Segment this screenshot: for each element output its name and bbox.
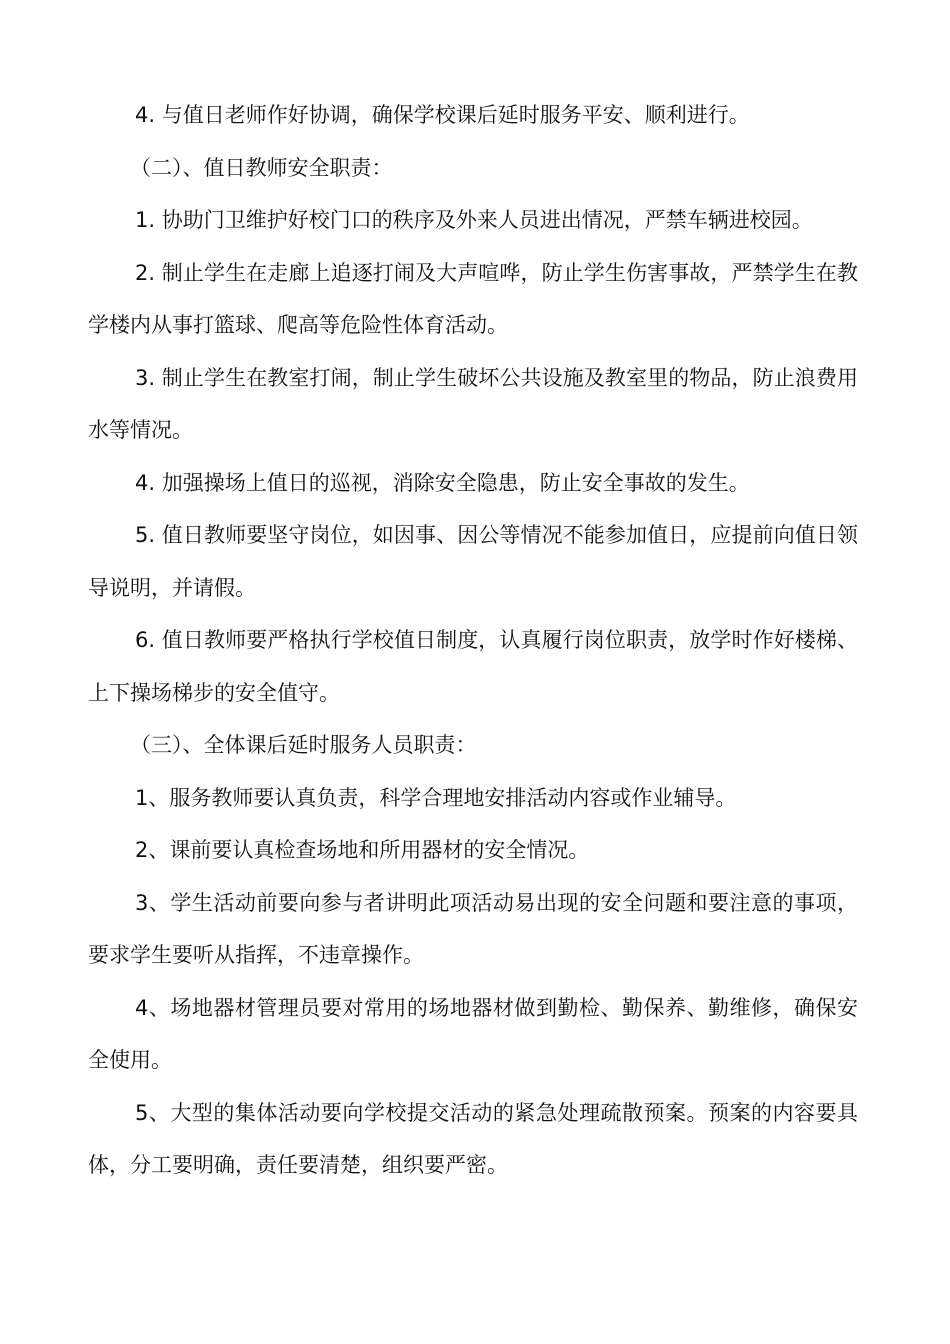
paragraph-staff-briefing: 3、学生活动前要向参与者讲明此项活动易出现的安全问题和要注意的事项，要求学生要听从指挥，不违章操作。 bbox=[88, 890, 858, 967]
paragraph-duty-gate: 1. 协助门卫维护好校门口的秩序及外来人员进出情况，严禁车辆进校园。 bbox=[135, 208, 813, 232]
paragraph-coordination: 4. 与值日老师作好协调，确保学校课后延时服务平安、顺利进行。 bbox=[135, 103, 750, 127]
paragraph-staff-inspection: 2、课前要认真检查场地和所用器材的安全情况。 bbox=[135, 838, 590, 862]
paragraph-duty-playground: 4. 加强操场上值日的巡视，消除安全隐患，防止安全事故的发生。 bbox=[135, 470, 750, 495]
paragraph-staff-evacuation: 5、大型的集体活动要向学校提交活动的紧急处理疏散预案。预案的内容要具体，分工要明确，责任要清楚，组织要严密。 bbox=[88, 1100, 858, 1177]
section-heading-all-staff: （三）、全体课后延时服务人员职责： bbox=[130, 733, 477, 757]
paragraph-duty-corridor: 2. 制止学生在走廊上追逐打闹及大声喧哗，防止学生伤害事故，严禁学生在教学楼内从事打篮球、爬高等危险性体育活动。 bbox=[88, 260, 858, 337]
section-heading-duty-teacher: （二）、值日教师安全职责： bbox=[130, 155, 393, 180]
paragraph-staff-equipment: 4、场地器材管理员要对常用的场地器材做到勤检、勤保养、勤维修，确保安全使用。 bbox=[88, 995, 858, 1072]
paragraph-duty-system: 6. 值日教师要严格执行学校值日制度，认真履行岗位职责，放学时作好楼梯、上下操场梯步的安全值守。 bbox=[88, 628, 858, 705]
paragraph-duty-classroom: 3. 制止学生在教室打闹，制止学生破坏公共设施及教室里的物品，防止浪费用水等情况。 bbox=[88, 365, 858, 442]
paragraph-duty-post: 5. 值日教师要坚守岗位，如因事、因公等情况不能参加值日，应提前向值日领导说明，并请假。 bbox=[88, 523, 858, 600]
document-body bbox=[88, 89, 858, 1192]
paragraph-staff-responsible: 1、服务教师要认真负责，科学合理地安排活动内容或作业辅导。 bbox=[135, 785, 737, 810]
